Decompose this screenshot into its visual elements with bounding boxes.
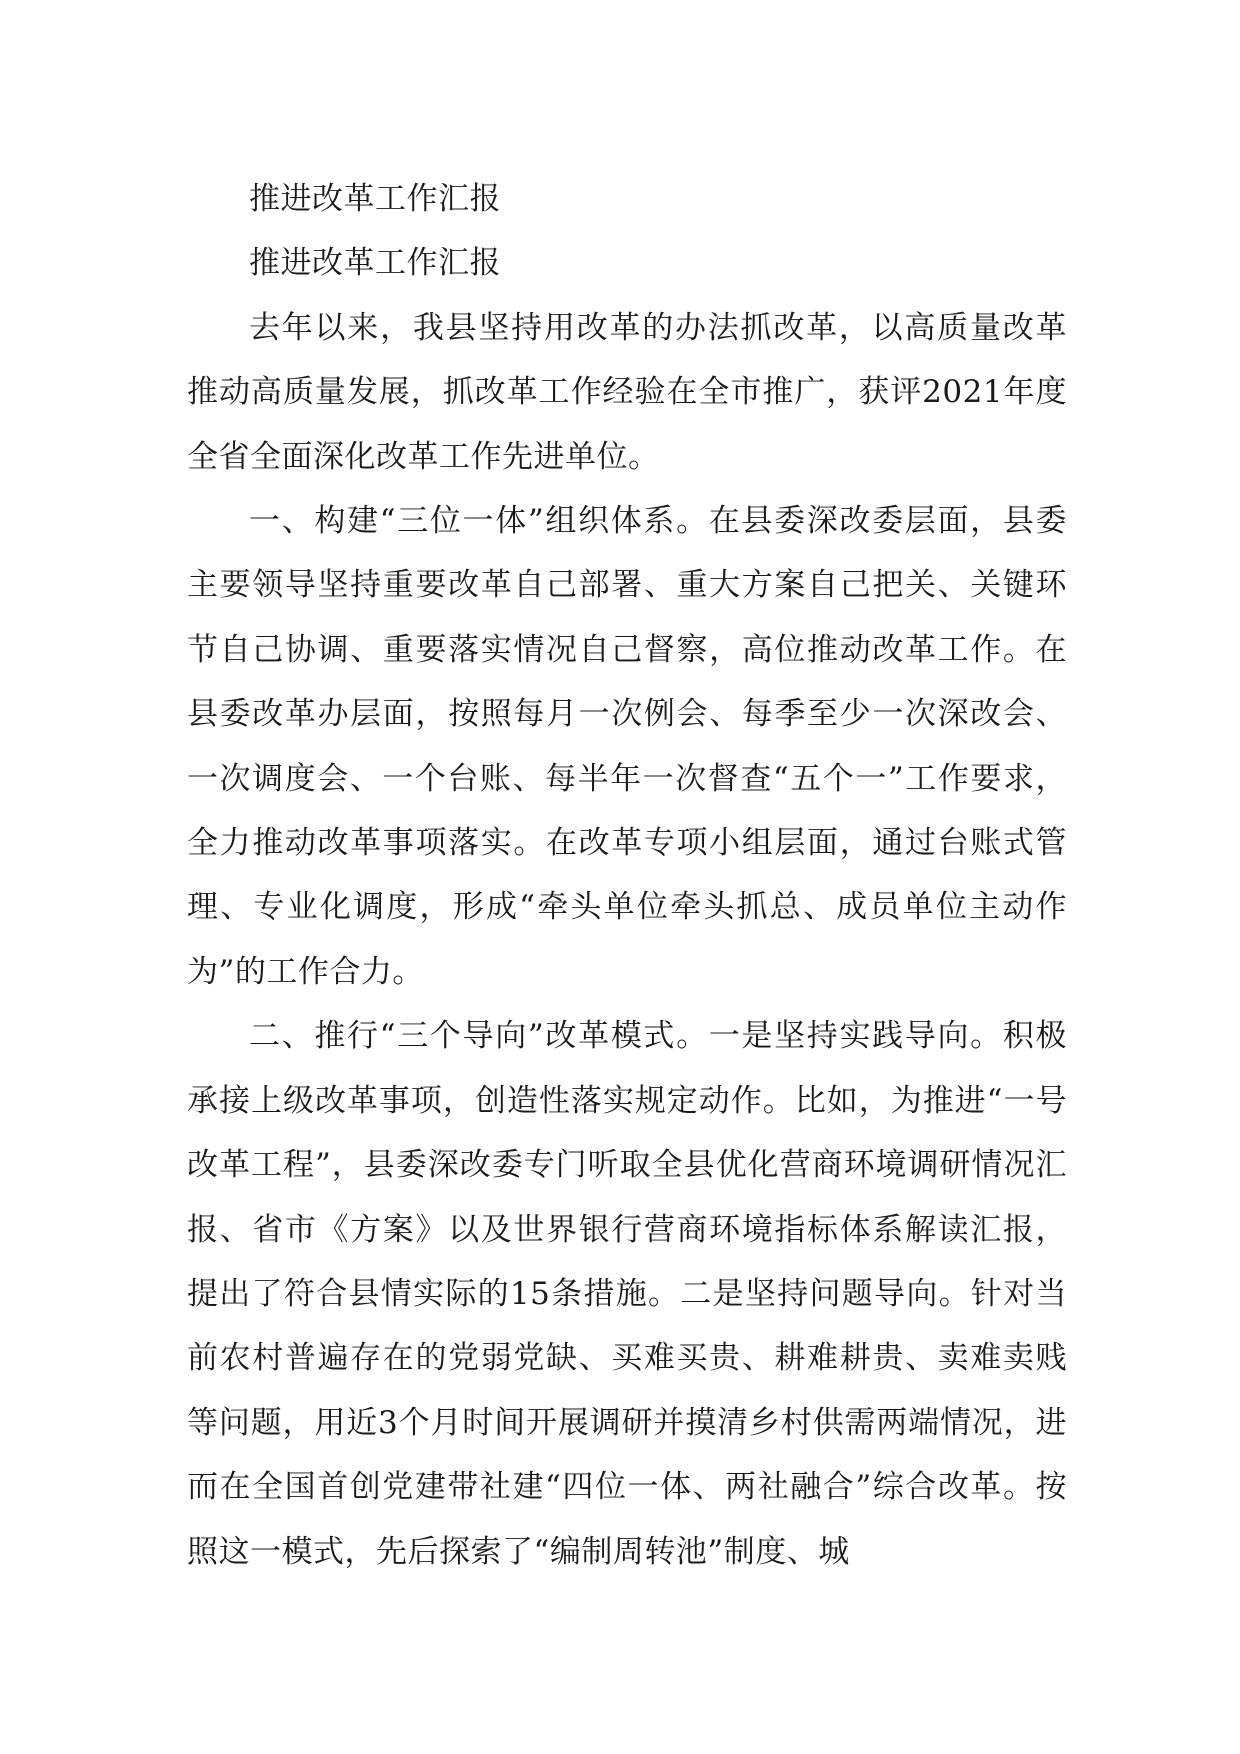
document-title: 推进改革工作汇报 [249, 181, 501, 217]
paragraph-section-1: 一、构建“三位一体”组织体系。在县委深改委层面，县委主要领导坚持重要改革自己部署、重大方案自己把关、关键环节自己协调、重要落实情况自己督察，高位推动改革工作。在县委改革办层面，按照每月一次例会、每季至少一次深改会、一次调度会、一个台账、每半年一次督查“五个一”工作要求，全力推动改革事项落实。在改革专项小组层面，通过台账式管理、专业化调度，形成“牵头单位牵头抓总、成员单位主动作为”的工作合力。 [187, 503, 1067, 990]
document-body [187, 167, 1067, 1584]
paragraph-section-2: 二、推行“三个导向”改革模式。一是坚持实践导向。积极承接上级改革事项，创造性落实规定动作。比如，为推进“一号改革工程”，县委深改委专门听取全县优化营商环境调研情况汇报、省市《方案》以及世界银行营商环境指标体系解读汇报，提出了符合县情实际的15条措施。二是坚持问题导向。针对当前农村普遍存在的党弱党缺、买难买贵、耕难耕贵、卖难卖贱等问题，用近3个月时间开展调研并摸清乡村供需两端情况，进而在全国首创党建带社建“四位一体、两社融合”综合改革。按照这一模式，先后探索了“编制周转池”制度、城 [187, 1018, 1067, 1570]
paragraph-intro: 去年以来，我县坚持用改革的办法抓改革，以高质量改革推动高质量发展，抓改革工作经验在全市推广，获评2021年度全省全面深化改革工作先进单位。 [187, 309, 1067, 475]
document-subtitle: 推进改革工作汇报 [249, 245, 501, 282]
